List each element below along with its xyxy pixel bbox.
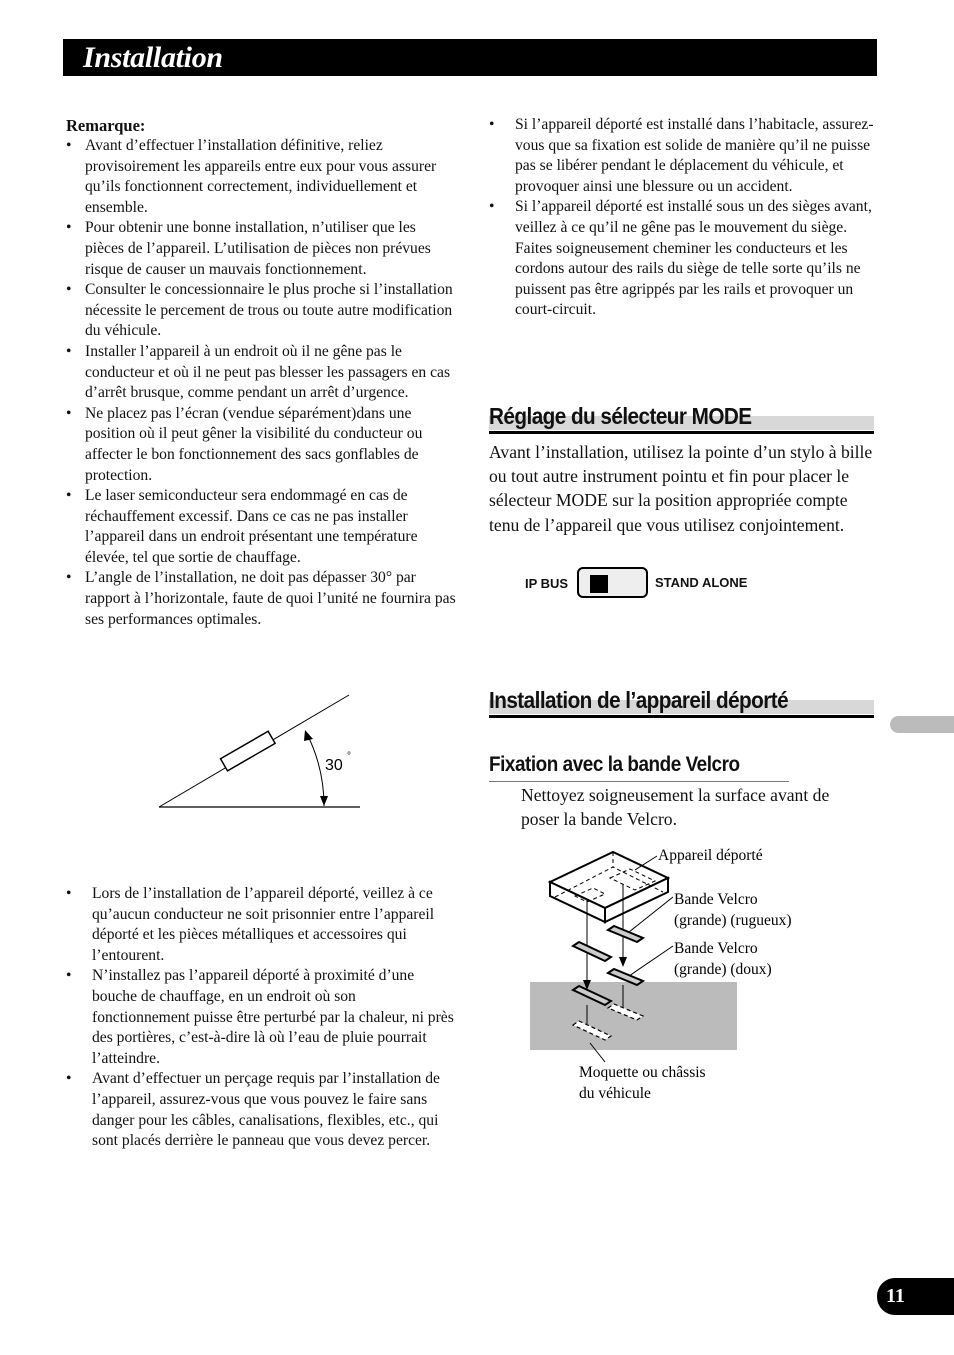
list-item-emphasis: (vendue séparément) xyxy=(222,404,357,422)
velcro-mounting-diagram xyxy=(525,840,825,1110)
list-item: • N’installez pas l’appareil déporté à proximité d’une bouche de chauffage, en un endroit où son fonctionnement puisse être perturbé par la chaleur, ni près des portières, c’est-à-dire là où l’eau de pluie pourrait l’atteindre. xyxy=(66,966,456,1069)
list-item: • Lors de l’installation de l’appareil déporté, veillez à ce qu’aucun conducteur ne soit prisonnier entre l’appareil déporté et les pièces métalliques et accessoires qui l’entourent. xyxy=(66,884,456,966)
mode-switch-diagram xyxy=(525,567,785,601)
surface-label-line2: du véhicule xyxy=(579,1085,651,1102)
ip-bus-label: IP BUS xyxy=(525,576,569,591)
left-bottom-column xyxy=(66,884,456,1152)
list-item: • Installer l’appareil à un endroit où il ne gêne pas le conducteur et où il ne peut pas blesser les passagers en cas d’arrêt brusque, comme pendant un arrêt d’urgence. xyxy=(66,342,456,404)
stand-alone-label: STAND ALONE xyxy=(655,575,748,590)
page-section-title: Installation xyxy=(83,41,223,74)
velcro-soft-label-line1: Bande Velcro xyxy=(674,940,758,957)
heading-rule xyxy=(489,431,874,434)
mode-section-body: Avant l’installation, utilisez la pointe d’un stylo à bille ou tout autre instrument pointu et fin pour placer le sélecteur MODE sur la position appropriée compte tenu de l’appareil que vous utilisez conjointement. xyxy=(489,442,873,535)
right-precautions-list xyxy=(489,115,874,321)
velcro-subsection-title: Fixation avec la bande Velcro xyxy=(489,753,740,776)
unit-label: Appareil déporté xyxy=(658,847,763,864)
velcro-subsection-heading xyxy=(489,751,789,782)
section-header-bar xyxy=(63,39,877,76)
list-item: • L’angle de l’installation, ne doit pas dépasser 30° par rapport à l’horizontale, faute de quoi l’unité ne fournira pas ses performances optimales. xyxy=(66,568,456,630)
remark-title: Remarque: xyxy=(66,116,146,135)
remark-list xyxy=(66,136,456,630)
list-item: • Si l’appareil déporté est installé dans l’habitacle, assurez-vous que sa fixation est solide de manière qu’il ne puisse pas se libérer pendant le déplacement du véhicule, et provoquer ainsi une blessure ou un accident. xyxy=(489,115,874,197)
velcro-intro-text: Nettoyez soigneusement la surface avant de poser la bande Velcro. xyxy=(521,785,830,829)
list-item-text: Ne placez pas l’écran xyxy=(85,404,223,422)
switch-knob xyxy=(590,575,608,593)
list-item: • Avant d’effectuer un perçage requis par l’installation de l’appareil, assurez-vous que vous pouvez le faire sans danger pour les câbles, canalisations, flexibles, etc., qui sont placés derrière le panneau que vous devez percer. xyxy=(66,1069,456,1151)
mode-selector-switch xyxy=(577,567,648,598)
installation-angle-diagram xyxy=(155,690,370,815)
list-item: • Le laser semiconducteur sera endommagé en cas de réchauffement excessif. Dans ce cas ne pas installer l’appareil dans un endroit présentant une température élevée, tel que sortie de chauffage. xyxy=(66,486,456,568)
left-column xyxy=(66,115,456,630)
list-item: • Si l’appareil déporté est installé sous un des sièges avant, veillez à ce qu’il ne gêne pas le mouvement du siège. Faites soigneusement cheminer les conducteurs et les cordons autour des rails du siège de telle sorte qu’ils ne puissent pas être agrippés par les rails et provoquer un court-circuit. xyxy=(489,197,874,321)
degree-symbol: ° xyxy=(347,751,351,762)
mode-section-heading xyxy=(489,402,874,434)
angle-label: 30 xyxy=(325,757,343,774)
velcro-soft-label-line2: (grande) (doux) xyxy=(674,961,772,978)
heading-rule xyxy=(489,715,874,718)
list-item xyxy=(66,404,456,486)
mode-section-title: Réglage du sélecteur MODE xyxy=(489,403,752,429)
list-item-text: dans une position où il peut gêner la visibilité du conducteur ou affecter le bon fonctionnement des sacs gonflables de protection. xyxy=(85,404,423,484)
list-item: • Avant d’effectuer l’installation définitive, reliez provisoirement les appareils entre eux pour vous assurer qu’ils fonctionnent correctement, individuellement et ensemble. xyxy=(66,136,456,218)
right-column xyxy=(489,115,874,321)
list-item: • Pour obtenir une bonne installation, n’utiliser que les pièces de l’appareil. L’utilisation de pièces non prévues risque de causer un mauvais fonctionnement. xyxy=(66,218,456,280)
list-item: • Consulter le concessionnaire le plus proche si l’installation nécessite le percement de trous ou toute autre modification du véhicule. xyxy=(66,280,456,342)
remote-section-title: Installation de l’appareil déporté xyxy=(489,687,789,713)
chapter-side-tab xyxy=(890,716,954,733)
velcro-rough-label-line2: (grande) (rugueux) xyxy=(674,912,792,929)
remote-unit-precautions-list xyxy=(66,884,456,1152)
velcro-rough-label-line1: Bande Velcro xyxy=(674,891,758,908)
remote-section-heading xyxy=(489,686,874,718)
surface-label-line1: Moquette ou châssis xyxy=(579,1064,706,1081)
page-number: 11 xyxy=(877,1278,954,1315)
